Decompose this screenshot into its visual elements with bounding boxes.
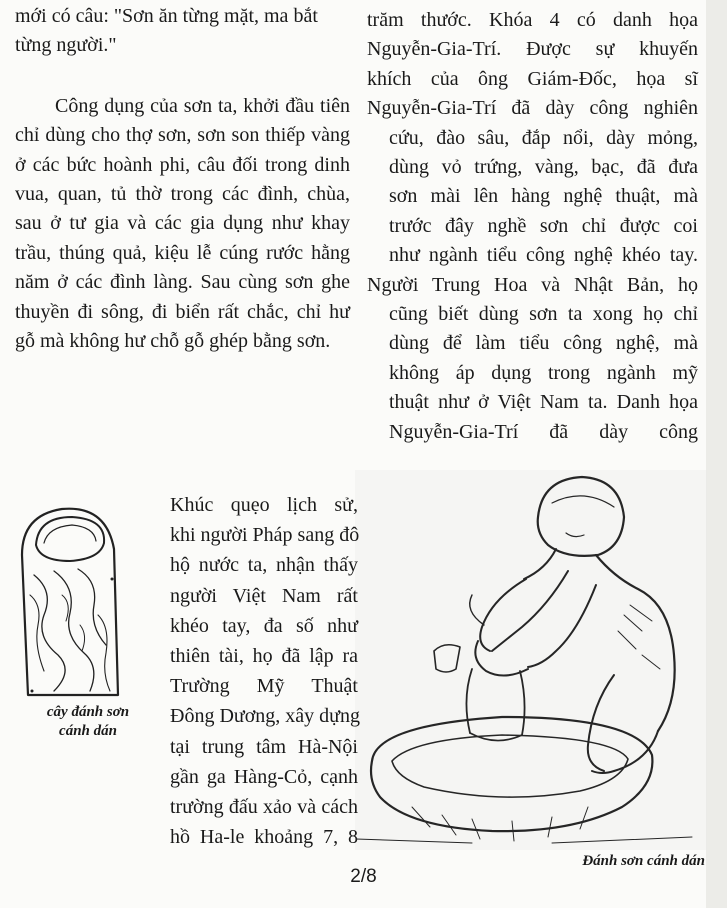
lacquer-worker-illustration [352, 455, 702, 850]
tool-caption-text: cây đánh sơn cánh dán [46, 704, 130, 739]
right-line: trăm thước. Khóa 4 có danh họa [367, 9, 698, 31]
tool-caption [22, 703, 154, 741]
middle-column [170, 490, 361, 852]
bleed-through-strip-right [706, 0, 727, 908]
right-line: trước đây nghề sơn chỉ được coi [389, 214, 698, 237]
right-line: sơn mài lên hàng nghệ thuật, mà [389, 185, 698, 208]
middle-line: người Việt Nam rất [170, 584, 358, 607]
right-line: cứu, đào sâu, đắp nổi, dày mỏng, [389, 126, 698, 149]
middle-line: hồ Ha-le khoảng 7, 8 [170, 826, 358, 849]
middle-line: tại trung tâm Hà-Nội [170, 735, 358, 758]
right-line: thuật như ở Việt Nam ta. Danh họa [389, 391, 698, 414]
page-number: 2/8 [350, 866, 377, 887]
right-line: Người Trung Hoa và Nhật Bản, họ [367, 273, 698, 296]
right-line: Nguyễn-Gia-Trí đã dày công nghiên [367, 97, 698, 120]
middle-line: Khúc quẹo lịch sử, [170, 494, 358, 516]
right-line: dùng để làm tiểu công nghệ, mà [389, 332, 698, 355]
middle-line: Trường Mỹ Thuật [170, 675, 358, 698]
middle-line: khéo tay, đa số như [170, 614, 358, 637]
middle-line: Đông Dương, xây dựng [170, 705, 361, 728]
left-opening-text: mới có câu: "Sơn ăn từng mặt, ma bắt từng người." [15, 5, 318, 57]
right-line: như ngành tiểu công nghệ khéo tay. [389, 244, 698, 267]
right-line: Nguyễn-Gia-Trí. Được sự khuyến [367, 38, 698, 61]
middle-line: trường đấu xảo và cách [170, 796, 358, 819]
middle-line: khi người Pháp sang đô [170, 524, 360, 547]
worker-caption-text: Đánh sơn cánh dán [582, 853, 705, 869]
middle-line: gần ga Hàng-Cỏ, cạnh [170, 765, 358, 788]
middle-line: thiên tài, họ đã lập ra [170, 645, 358, 668]
right-line: không áp dụng trong ngành mỹ [389, 361, 698, 384]
left-paragraph-usage: Công dụng của sơn ta, khởi đầu tiên chỉ dùng cho thợ sơn, sơn son thiếp vàng ở các bức hoành phi, câu đối trong dinh vua, quan, tủ thờ trong các đình, chùa, sau ở tư gia và các gia dụng như khay trầu, thúng quả, kiệu lễ cúng rước hằng năm ở các đình làng. Sau cùng sơn ghe thuyền đi sông, đi biển rất chắc, chỉ hư gỗ mà không hư chỗ gỗ ghép bằng sơn. [15, 94, 350, 353]
left-column [15, 2, 350, 356]
polishing-tool-illustration [14, 495, 126, 700]
right-line: khích của ông Giám-Đốc, họa sĩ [367, 67, 698, 90]
middle-line: hộ nước ta, nhận thấy [170, 554, 358, 577]
right-line: cũng biết dùng sơn ta xong họ chỉ [389, 303, 698, 326]
right-line: dùng vỏ trứng, vàng, bạc, đã đưa [389, 156, 698, 179]
right-line: Nguyễn-Gia-Trí đã dày công [389, 420, 698, 443]
right-column [367, 6, 698, 447]
